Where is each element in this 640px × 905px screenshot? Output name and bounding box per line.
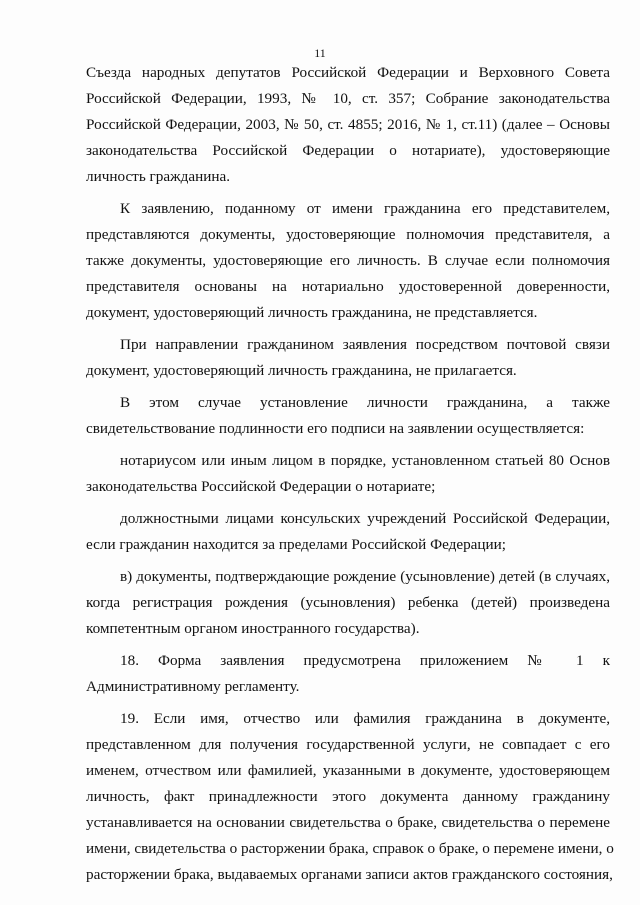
text-line: должностными лицами консульских учреждений Российской Федерации, — [120, 510, 610, 527]
text-line: если гражданин находится за пределами Российской Федерации; — [86, 536, 507, 553]
document-body — [86, 60, 614, 888]
page-number: 11 — [314, 46, 326, 60]
paragraph — [86, 648, 610, 700]
text-line: документ, удостоверяющий личность гражданина, не прилагается. — [86, 362, 517, 379]
text-line: Съезда народных депутатов Российской Федерации и Верховного Совета — [86, 64, 610, 81]
paragraph — [86, 332, 610, 384]
text-line: имени, свидетельства о расторжении брака, справок о браке, о перемене имени, о — [86, 840, 614, 857]
text-line: Административному регламенту. — [86, 678, 300, 695]
text-line: устанавливается на основании свидетельства о браке, свидетельства о перемене — [86, 814, 610, 831]
text-line: личность, факт принадлежности этого документа данному гражданину — [86, 788, 610, 805]
text-line: представленном для получения государственной услуги, не совпадает с его — [86, 736, 610, 753]
paragraph — [86, 448, 610, 500]
text-line: компетентным органом иностранного государства). — [86, 620, 420, 637]
text-line: в) документы, подтверждающие рождение (усыновление) детей (в случаях, — [120, 568, 610, 585]
paragraph — [86, 60, 610, 190]
text-line: нотариусом или иным лицом в порядке, установленном статьей 80 Основ — [120, 452, 610, 469]
text-line: законодательства Российской Федерации о нотариате), удостоверяющие — [86, 142, 610, 159]
text-line: расторжении брака, выдаваемых органами записи актов гражданского состояния, — [86, 866, 613, 883]
paragraph — [86, 506, 610, 558]
text-line: Российской Федерации, 2003, № 50, ст. 4855; 2016, № 1, ст.11) (далее – Основы — [86, 116, 610, 133]
text-line: 19. Если имя, отчество или фамилия гражданина в документе, — [120, 710, 610, 727]
paragraph — [86, 390, 610, 442]
paragraph — [86, 706, 614, 888]
text-line: документ, удостоверяющий личность гражданина, не представляется. — [86, 304, 538, 321]
text-line: представляются документы, удостоверяющие полномочия представителя, а — [86, 226, 610, 243]
text-line: когда регистрация рождения (усыновления) ребенка (детей) произведена — [86, 594, 610, 611]
text-line: В этом случае установление личности гражданина, а также — [120, 394, 610, 411]
text-line: К заявлению, поданному от имени гражданина его представителем, — [120, 200, 610, 217]
paragraph — [86, 196, 610, 326]
text-line: При направлении гражданином заявления посредством почтовой связи — [120, 336, 610, 353]
text-line: представителя основаны на нотариально удостоверенной доверенности, — [86, 278, 610, 295]
text-line: Российской Федерации, 1993, № 10, ст. 357; Собрание законодательства — [86, 90, 610, 107]
text-line: свидетельствование подлинности его подписи на заявлении осуществляется: — [86, 420, 585, 437]
text-line: 18. Форма заявления предусмотрена приложением № 1 к — [120, 652, 610, 669]
text-line: личность гражданина. — [86, 168, 230, 185]
text-line: также документы, удостоверяющие его личность. В случае если полномочия — [86, 252, 610, 269]
paragraph — [86, 564, 610, 642]
text-line: законодательства Российской Федерации о нотариате; — [86, 478, 436, 495]
text-line: именем, отчеством или фамилией, указанными в документе, удостоверяющем — [86, 762, 610, 779]
